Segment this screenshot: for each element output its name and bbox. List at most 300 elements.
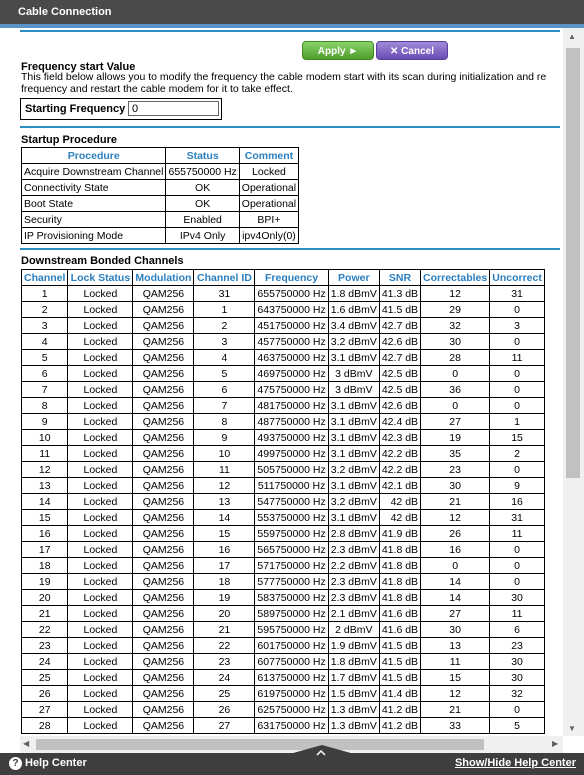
table-cell: 11	[490, 606, 545, 622]
table-cell: QAM256	[133, 702, 194, 718]
top-divider	[20, 30, 560, 32]
table-cell: Operational	[239, 196, 298, 212]
table-cell: 655750000 Hz	[166, 164, 239, 180]
downstream-header-1: Lock Status	[68, 270, 133, 286]
downstream-header-5: Power	[328, 270, 379, 286]
table-cell: 15	[194, 526, 255, 542]
starting-frequency-row	[20, 98, 222, 120]
table-cell: 457750000 Hz	[255, 334, 328, 350]
table-cell: 12	[22, 462, 68, 478]
table-cell: 3.1 dBmV	[328, 398, 379, 414]
table-cell: 33	[421, 718, 490, 734]
table-cell: 499750000 Hz	[255, 446, 328, 462]
table-row	[22, 382, 545, 398]
table-cell: 12	[421, 510, 490, 526]
table-cell: 0	[490, 382, 545, 398]
table-row	[22, 702, 545, 718]
table-cell: 27	[421, 414, 490, 430]
table-cell: 547750000 Hz	[255, 494, 328, 510]
table-cell: 20	[194, 606, 255, 622]
table-row	[22, 350, 545, 366]
table-row	[22, 430, 545, 446]
table-cell: 1.8 dBmV	[328, 286, 379, 302]
table-cell: 42.5 dB	[379, 382, 420, 398]
table-cell: 655750000 Hz	[255, 286, 328, 302]
scroll-left-icon[interactable]: ◀	[23, 739, 30, 748]
table-cell: 42.2 dB	[379, 462, 420, 478]
table-cell: 0	[490, 366, 545, 382]
table-cell: Locked	[68, 366, 133, 382]
table-cell: 41.5 dB	[379, 654, 420, 670]
table-cell: Locked	[68, 478, 133, 494]
table-row	[22, 318, 545, 334]
table-cell: 27	[194, 718, 255, 734]
table-cell: 42.7 dB	[379, 318, 420, 334]
table-cell: 23	[194, 654, 255, 670]
table-cell: 3	[22, 318, 68, 334]
table-cell: 2	[22, 302, 68, 318]
table-row	[22, 638, 545, 654]
table-row	[22, 718, 545, 734]
table-cell: 0	[490, 398, 545, 414]
table-cell: 0	[490, 702, 545, 718]
table-cell: 12	[194, 478, 255, 494]
table-cell: 22	[194, 638, 255, 654]
table-row	[22, 494, 545, 510]
table-cell: 2.8 dBmV	[328, 526, 379, 542]
startup-header-2: Comment	[239, 148, 298, 164]
table-cell: 41.8 dB	[379, 558, 420, 574]
table-cell: QAM256	[133, 286, 194, 302]
startup-header-1: Status	[166, 148, 239, 164]
table-cell: 42.2 dB	[379, 446, 420, 462]
table-cell: 1.8 dBmV	[328, 654, 379, 670]
table-cell: 41.3 dB	[379, 286, 420, 302]
table-cell: 16	[194, 542, 255, 558]
table-row	[22, 510, 545, 526]
table-cell: Locked	[68, 542, 133, 558]
table-cell: QAM256	[133, 542, 194, 558]
table-cell: Locked	[68, 718, 133, 734]
table-row	[22, 286, 545, 302]
table-cell: Locked	[68, 446, 133, 462]
table-cell: 41.2 dB	[379, 702, 420, 718]
table-row	[22, 302, 545, 318]
table-cell: 3	[490, 318, 545, 334]
table-cell: QAM256	[133, 526, 194, 542]
table-cell: Locked	[68, 670, 133, 686]
table-cell: 511750000 Hz	[255, 478, 328, 494]
table-cell: Locked	[68, 462, 133, 478]
table-cell: QAM256	[133, 654, 194, 670]
table-cell: 1.3 dBmV	[328, 702, 379, 718]
table-cell: 1.3 dBmV	[328, 718, 379, 734]
chevron-up-icon[interactable]	[316, 750, 326, 756]
table-cell: OK	[166, 196, 239, 212]
table-cell: QAM256	[133, 606, 194, 622]
table-cell: 565750000 Hz	[255, 542, 328, 558]
table-cell: 41.8 dB	[379, 542, 420, 558]
table-cell: 15	[22, 510, 68, 526]
table-row	[22, 180, 299, 196]
table-cell: Locked	[68, 382, 133, 398]
table-cell: 5	[22, 350, 68, 366]
table-cell: 7	[22, 382, 68, 398]
table-cell: Operational	[239, 180, 298, 196]
downstream-header-6: SNR	[379, 270, 420, 286]
table-cell: OK	[166, 180, 239, 196]
table-cell: QAM256	[133, 398, 194, 414]
table-cell: QAM256	[133, 446, 194, 462]
table-cell: Locked	[68, 590, 133, 606]
table-cell: 11	[490, 526, 545, 542]
downstream-header-4: Frequency	[255, 270, 328, 286]
table-cell: 9	[22, 414, 68, 430]
table-cell: 0	[490, 334, 545, 350]
table-cell: 17	[194, 558, 255, 574]
table-cell: 4	[22, 334, 68, 350]
vertical-scrollbar[interactable]	[563, 28, 584, 736]
help-center-link[interactable]: Help Center	[25, 757, 87, 769]
table-cell: Security	[22, 212, 166, 228]
table-cell: 31	[194, 286, 255, 302]
table-cell: 3.1 dBmV	[328, 350, 379, 366]
table-cell: 643750000 Hz	[255, 302, 328, 318]
table-cell: 11	[490, 350, 545, 366]
table-row	[22, 164, 299, 180]
question-circle-icon[interactable]: ?	[9, 757, 22, 770]
scroll-right-icon[interactable]: ▶	[552, 739, 559, 748]
table-row	[22, 542, 545, 558]
table-cell: Locked	[68, 558, 133, 574]
table-cell: 18	[194, 574, 255, 590]
table-cell: QAM256	[133, 318, 194, 334]
table-cell: QAM256	[133, 366, 194, 382]
table-cell: 8	[194, 414, 255, 430]
table-cell: QAM256	[133, 302, 194, 318]
table-cell: BPI+	[239, 212, 298, 228]
table-cell: 23	[421, 462, 490, 478]
table-cell: ipv4Only(0)	[239, 228, 298, 244]
startup-divider	[20, 248, 560, 250]
table-cell: 25	[194, 686, 255, 702]
table-cell: 8	[22, 398, 68, 414]
table-cell: QAM256	[133, 574, 194, 590]
table-cell: 9	[194, 430, 255, 446]
table-cell: 19	[22, 574, 68, 590]
table-cell: 3 dBmV	[328, 382, 379, 398]
table-cell: 601750000 Hz	[255, 638, 328, 654]
table-cell: Enabled	[166, 212, 239, 228]
table-cell: 631750000 Hz	[255, 718, 328, 734]
table-cell: QAM256	[133, 638, 194, 654]
table-cell: 21	[421, 702, 490, 718]
table-cell: Locked	[68, 686, 133, 702]
table-cell: Locked	[68, 606, 133, 622]
table-cell: 3	[194, 334, 255, 350]
table-row	[22, 462, 545, 478]
startup-header-row	[22, 148, 299, 164]
table-cell: 41.9 dB	[379, 526, 420, 542]
startup-header-0: Procedure	[22, 148, 166, 164]
table-cell: 29	[421, 302, 490, 318]
table-cell: 35	[421, 446, 490, 462]
table-cell: QAM256	[133, 718, 194, 734]
table-cell: Locked	[68, 430, 133, 446]
table-cell: 1	[490, 414, 545, 430]
table-cell: Locked	[68, 414, 133, 430]
table-cell: 9	[490, 478, 545, 494]
table-cell: 0	[490, 462, 545, 478]
table-cell: 10	[22, 430, 68, 446]
table-cell: 21	[421, 494, 490, 510]
apply-button[interactable]: Apply ►	[302, 41, 374, 60]
table-cell: 0	[421, 558, 490, 574]
table-cell: QAM256	[133, 558, 194, 574]
table-cell: 481750000 Hz	[255, 398, 328, 414]
table-cell: Locked	[68, 398, 133, 414]
table-row	[22, 366, 545, 382]
table-cell: 32	[490, 686, 545, 702]
table-cell: 487750000 Hz	[255, 414, 328, 430]
table-row	[22, 558, 545, 574]
table-cell: 30	[421, 478, 490, 494]
table-cell: 607750000 Hz	[255, 654, 328, 670]
table-cell: 42.6 dB	[379, 398, 420, 414]
table-cell: 6	[22, 366, 68, 382]
table-cell: 625750000 Hz	[255, 702, 328, 718]
table-cell: 2.3 dBmV	[328, 542, 379, 558]
scroll-down-icon[interactable]: ▼	[568, 724, 576, 733]
scroll-up-icon[interactable]: ▲	[568, 32, 576, 41]
table-row	[22, 446, 545, 462]
table-cell: 11	[22, 446, 68, 462]
table-cell: 3 dBmV	[328, 366, 379, 382]
table-cell: 28	[22, 718, 68, 734]
table-cell: Locked	[68, 334, 133, 350]
table-cell: 27	[421, 606, 490, 622]
table-cell: Locked	[68, 526, 133, 542]
table-cell: IP Provisioning Mode	[22, 228, 166, 244]
table-cell: 0	[490, 558, 545, 574]
table-cell: 11	[194, 462, 255, 478]
table-cell: 30	[421, 334, 490, 350]
table-cell: Locked	[68, 574, 133, 590]
table-cell: 553750000 Hz	[255, 510, 328, 526]
table-cell: 15	[490, 430, 545, 446]
table-cell: 31	[490, 286, 545, 302]
table-cell: 0	[421, 366, 490, 382]
table-cell: 2	[194, 318, 255, 334]
table-row	[22, 228, 299, 244]
table-cell: 2.2 dBmV	[328, 558, 379, 574]
table-row	[22, 654, 545, 670]
table-cell: 42.4 dB	[379, 414, 420, 430]
frequency-description: This field below allows you to modify the frequency the cable modem start with its scan during initialization and re frequency and restart the cable modem for it to take effect.	[21, 71, 547, 95]
table-cell: 3.2 dBmV	[328, 334, 379, 350]
table-cell: 42.3 dB	[379, 430, 420, 446]
table-cell: 3.1 dBmV	[328, 446, 379, 462]
table-row	[22, 398, 545, 414]
table-cell: 13	[421, 638, 490, 654]
table-cell: 26	[194, 702, 255, 718]
table-cell: 475750000 Hz	[255, 382, 328, 398]
window-title: Cable Connection	[0, 0, 584, 24]
table-cell: 19	[194, 590, 255, 606]
table-cell: 0	[490, 574, 545, 590]
table-cell: 18	[22, 558, 68, 574]
table-cell: 42.5 dB	[379, 366, 420, 382]
table-cell: 1.9 dBmV	[328, 638, 379, 654]
table-row	[22, 414, 545, 430]
table-cell: 559750000 Hz	[255, 526, 328, 542]
downstream-header-2: Modulation	[133, 270, 194, 286]
table-cell: Locked	[68, 638, 133, 654]
table-cell: 571750000 Hz	[255, 558, 328, 574]
table-cell: 24	[22, 654, 68, 670]
table-cell: 2	[490, 446, 545, 462]
table-cell: 577750000 Hz	[255, 574, 328, 590]
table-cell: 22	[22, 622, 68, 638]
table-cell: 21	[22, 606, 68, 622]
table-cell: 0	[490, 542, 545, 558]
table-cell: 6	[194, 382, 255, 398]
table-cell: 41.5 dB	[379, 638, 420, 654]
table-cell: 1	[194, 302, 255, 318]
show-hide-help-center-link[interactable]: Show/Hide Help Center	[454, 757, 576, 769]
table-cell: IPv4 Only	[166, 228, 239, 244]
table-cell: QAM256	[133, 590, 194, 606]
table-cell: 20	[22, 590, 68, 606]
table-cell: 7	[194, 398, 255, 414]
table-cell: 10	[194, 446, 255, 462]
table-cell: QAM256	[133, 430, 194, 446]
table-row	[22, 590, 545, 606]
table-cell: 32	[421, 318, 490, 334]
cancel-button[interactable]: ✕ Cancel	[376, 41, 448, 60]
table-cell: 3.2 dBmV	[328, 462, 379, 478]
table-cell: QAM256	[133, 510, 194, 526]
table-cell: 30	[490, 590, 545, 606]
table-cell: 2 dBmV	[328, 622, 379, 638]
table-cell: Locked	[239, 164, 298, 180]
table-cell: 28	[421, 350, 490, 366]
table-cell: 12	[421, 286, 490, 302]
table-cell: Locked	[68, 318, 133, 334]
table-cell: 41.6 dB	[379, 606, 420, 622]
horizontal-scroll-thumb[interactable]	[36, 739, 484, 750]
table-cell: 21	[194, 622, 255, 638]
table-cell: QAM256	[133, 622, 194, 638]
footer-bar	[0, 753, 584, 775]
table-cell: 451750000 Hz	[255, 318, 328, 334]
frequency-section-title: Frequency start Value	[21, 61, 136, 73]
downstream-channels-table	[21, 269, 545, 734]
table-cell: Locked	[68, 510, 133, 526]
main-content	[0, 28, 563, 736]
startup-section-title: Startup Procedure	[21, 134, 117, 146]
table-cell: 42.1 dB	[379, 478, 420, 494]
table-cell: 469750000 Hz	[255, 366, 328, 382]
table-cell: 27	[22, 702, 68, 718]
table-cell: 41.4 dB	[379, 686, 420, 702]
table-cell: 3.2 dBmV	[328, 494, 379, 510]
table-cell: 15	[421, 670, 490, 686]
table-cell: QAM256	[133, 382, 194, 398]
table-cell: 30	[490, 670, 545, 686]
table-cell: 42 dB	[379, 494, 420, 510]
vertical-scroll-thumb[interactable]	[566, 48, 580, 478]
table-cell: 41.8 dB	[379, 574, 420, 590]
table-cell: 5	[194, 366, 255, 382]
table-cell: 1.6 dBmV	[328, 302, 379, 318]
table-cell: 1.7 dBmV	[328, 670, 379, 686]
downstream-section-title: Downstream Bonded Channels	[21, 255, 184, 267]
table-cell: QAM256	[133, 462, 194, 478]
table-cell: QAM256	[133, 686, 194, 702]
table-cell: 0	[421, 398, 490, 414]
table-cell: 4	[194, 350, 255, 366]
startup-procedure-table	[21, 147, 299, 244]
table-row	[22, 334, 545, 350]
table-cell: Locked	[68, 494, 133, 510]
frequency-divider	[20, 126, 560, 128]
table-cell: QAM256	[133, 350, 194, 366]
table-cell: QAM256	[133, 478, 194, 494]
table-cell: 3.1 dBmV	[328, 510, 379, 526]
table-row	[22, 478, 545, 494]
table-row	[22, 196, 299, 212]
table-cell: 16	[490, 494, 545, 510]
table-cell: 41.5 dB	[379, 302, 420, 318]
table-cell: 17	[22, 542, 68, 558]
table-cell: 25	[22, 670, 68, 686]
table-cell: 19	[421, 430, 490, 446]
table-cell: Locked	[68, 286, 133, 302]
table-cell: 3.1 dBmV	[328, 414, 379, 430]
downstream-header-8: Uncorrect	[490, 270, 545, 286]
downstream-header-3: Channel ID	[194, 270, 255, 286]
table-cell: 14	[194, 510, 255, 526]
table-cell: 613750000 Hz	[255, 670, 328, 686]
table-cell: 42 dB	[379, 510, 420, 526]
table-cell: 0	[490, 302, 545, 318]
table-cell: 41.6 dB	[379, 622, 420, 638]
table-cell: 16	[421, 542, 490, 558]
table-cell: 3.1 dBmV	[328, 430, 379, 446]
table-cell: 493750000 Hz	[255, 430, 328, 446]
table-cell: Locked	[68, 702, 133, 718]
starting-frequency-input[interactable]	[128, 101, 219, 116]
table-cell: 23	[490, 638, 545, 654]
table-cell: Connectivity State	[22, 180, 166, 196]
table-cell: 583750000 Hz	[255, 590, 328, 606]
table-cell: 505750000 Hz	[255, 462, 328, 478]
table-cell: 41.8 dB	[379, 590, 420, 606]
table-cell: 36	[421, 382, 490, 398]
table-row	[22, 622, 545, 638]
table-cell: 23	[22, 638, 68, 654]
table-cell: 5	[490, 718, 545, 734]
table-cell: 16	[22, 526, 68, 542]
table-cell: 14	[421, 590, 490, 606]
table-cell: 42.6 dB	[379, 334, 420, 350]
table-cell: Acquire Downstream Channel	[22, 164, 166, 180]
table-cell: 13	[194, 494, 255, 510]
table-cell: 31	[490, 510, 545, 526]
table-cell: 11	[421, 654, 490, 670]
table-cell: QAM256	[133, 670, 194, 686]
